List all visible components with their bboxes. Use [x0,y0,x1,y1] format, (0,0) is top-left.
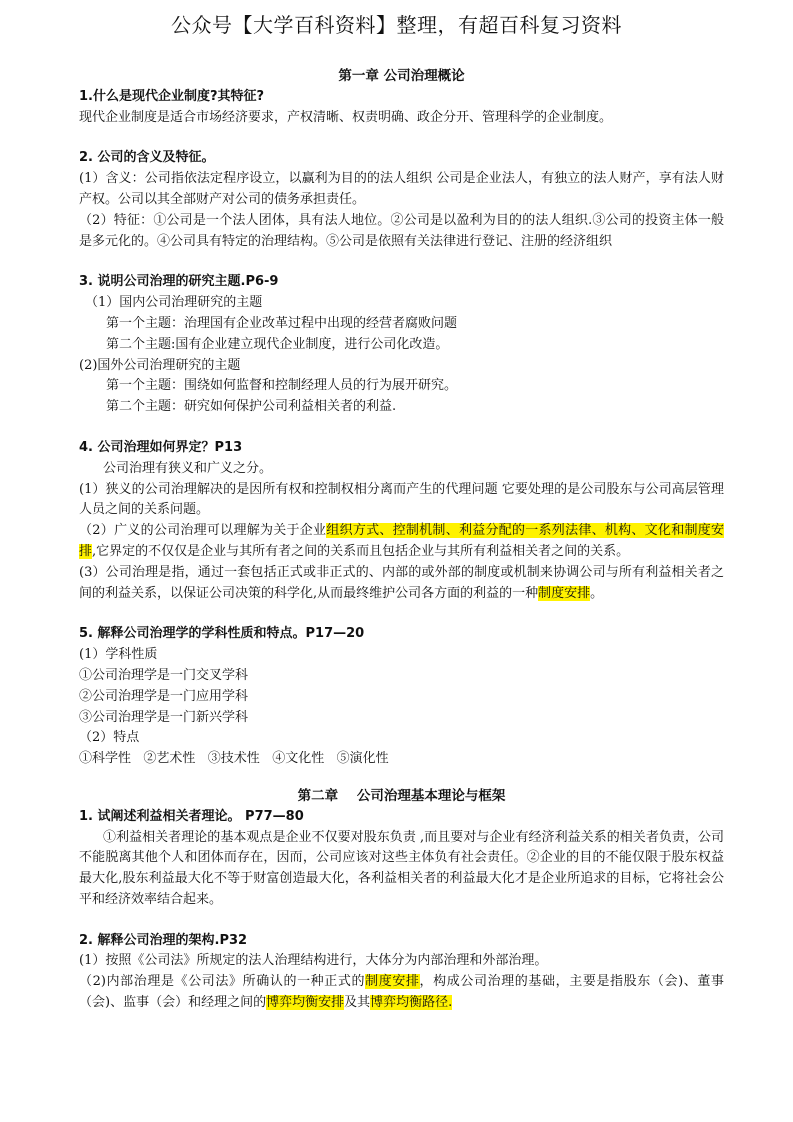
question-5-line: ③公司治理学是一门新兴学科 [79,709,249,725]
question-3-line: 第一个主题：围绕如何监督和控制经理人员的行为展开研究。 [106,378,458,394]
chapter-2-question-1-title: 1. 试阐述利益相关者理论。 P77—80 [79,808,304,824]
question-2-features: （2）特征：①公司是一个法人团体，具有法人地位。②公司是以盈利为目的的法人组织.③公司的投资主体一般是多元化的。④公司具有特定的治理结构。⑤公司是依照有关法律进行登记、注册的经济组织 [79,212,724,249]
highlight: 制度安排 [365,974,420,990]
question-4-definition: (3）公司治理是指，通过一套包括正式或非正式的、内部的或外部的制度或机制来协调公司与所有利益相关者之间的利益关系，以保证公司决策的科学化,从而最终维护公司各方面的利益的一种制度安排。 [79,564,724,601]
question-5-line: （2）特点 [79,730,140,746]
document-body [79,66,724,1014]
chapter-2-question-1-answer: ①利益相关者理论的基本观点是企业不仅要对股东负责 ,而且要对与企业有经济利益关系的相关者负责，公司不能脱离其他个人和团体而存在，因而，公司应该对这些主体负有社会责任。②企业的目的不能仅限于股东权益最大化,股东利益最大化不等于财富创造最大化，各利益相关者的利益最大化才是企业所追求的目标，它将社会公平和经济效率结合起来。 [79,829,724,907]
highlight: 博弈均衡路径. [370,995,453,1011]
question-3-line: 第二个主题：研究如何保护公司利益相关者的利益. [106,399,397,415]
chapter-1-title: 第一章 公司治理概论 [338,68,465,84]
question-2-title: 2. 公司的含义及特征。 [79,150,215,166]
question-2-meaning: (1）含义：公司指依法定程序设立，以赢利为目的的法人组织 公司是企业法人，有独立的法人财产，享有法人财产权。公司以其全部财产对公司的债务承担责任。 [79,171,724,207]
question-3-line: 第一个主题：治理国有企业改革过程中出现的经营者腐败问题 [106,315,458,331]
question-1-answer: 现代企业制度是适合市场经济要求，产权清晰、权责明确、政企分开、管理科学的企业制度。 [79,109,613,125]
question-4-intro: 公司治理有狭义和广义之分。 [103,460,273,476]
question-5-line: ①科学性 ②艺术性 ③技术性 ④文化性 ⑤演化性 [79,751,389,767]
question-3-title: 3. 说明公司治理的研究主题.P6-9 [79,274,279,290]
page-header: 公众号【大学百科资料】整理，有超百科复习资料 [171,13,622,37]
chapter-2-question-2-line: （2)内部治理是《公司法》所确认的一种正式的制度安排，构成公司治理的基础，主要是指股东（会)、董事（会)、监事（会）和经理之间的博弈均衡安排及其博弈均衡路径. [79,974,724,1011]
question-5-line: (1）学科性质 [79,647,158,663]
question-1-title: 1.什么是现代企业制度?其特征? [79,88,265,104]
chapter-2-title: 第二章 公司治理基本理论与框架 [297,787,506,804]
highlight: 博弈均衡安排 [266,995,345,1011]
question-4-title: 4. 公司治理如何界定？P13 [79,439,243,455]
question-4-narrow: (1）狭义的公司治理解决的是因所有权和控制权相分离而产生的代理问题 它要处理的是公司股东与公司高层管理人员之间的关系问题。 [79,481,724,518]
question-5-title: 5. 解释公司治理学的学科性质和特点。P17—20 [79,626,365,642]
chapter-2-question-2-line: (1）按照《公司法》所规定的法人治理结构进行，大体分为内部治理和外部治理。 [79,953,548,969]
question-3-line: 第二个主题:国有企业建立现代企业制度，进行公司化改造。 [106,336,449,352]
chapter-2-question-2-title: 2. 解释公司治理的架构.P32 [79,932,248,948]
highlight: 制度安排 [538,585,591,601]
question-5-line: ①公司治理学是一门交叉学科 [79,667,249,683]
question-4-broad: （2）广义的公司治理可以理解为关于企业组织方式、控制机制、利益分配的一系列法律、机构、文化和制度安排,它界定的不仅仅是企业与其所有者之间的关系而且包括企业与其所有利益相关者之间的关系。 [79,523,724,559]
question-3-line: （1）国内公司治理研究的主题 [85,295,263,311]
question-5-line: ②公司治理学是一门应用学科 [79,688,249,704]
highlight: 组织方式、控制机制、利益分配的一系列法律、机构、文化和制度安排 [79,523,724,559]
question-3-line: (2)国外公司治理研究的主题 [79,357,241,373]
